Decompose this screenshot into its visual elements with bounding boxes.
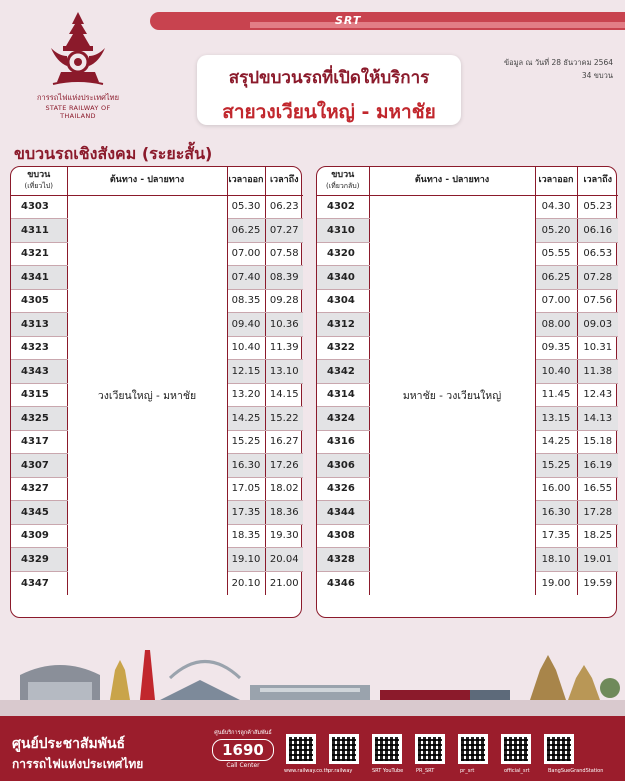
arrive-time: 21.00 <box>269 577 299 589</box>
page-title: สรุปขบวนรถที่เปิดให้บริการ <box>228 68 430 88</box>
call-center-number: 1690 <box>212 739 274 761</box>
arrive-time: 18.25 <box>577 524 618 548</box>
header-arrive: เวลาถึง <box>265 167 303 195</box>
route-cell: วงเวียนใหญ่ - มหาชัย <box>67 195 227 595</box>
arrive-time: 09.03 <box>577 313 618 337</box>
train-number: 4314 <box>317 383 369 407</box>
train-number: 4346 <box>317 571 369 595</box>
arrive-time: 11.39 <box>265 336 303 360</box>
train-number: 4304 <box>317 289 369 313</box>
arrive-time: 15.18 <box>577 430 618 454</box>
train-number: 4347 <box>11 571 67 595</box>
social-link[interactable]: PR_SRT <box>416 768 435 774</box>
train-number: 4341 <box>11 266 67 290</box>
footer <box>0 716 625 781</box>
org-name-th: การรถไฟแห่งประเทศไทย <box>36 93 120 102</box>
train-number: 4316 <box>317 430 369 454</box>
depart-time: 18.35 <box>227 524 265 548</box>
depart-time: 09.40 <box>227 313 265 337</box>
arrive-time: 14.13 <box>577 407 618 431</box>
social-link[interactable]: pr_srt <box>460 768 475 774</box>
arrive-time: 06.23 <box>265 195 303 219</box>
title-box <box>197 55 461 125</box>
arrive-time: 16.27 <box>265 430 303 454</box>
train-number: 4343 <box>11 360 67 384</box>
train-number: 4305 <box>11 289 67 313</box>
train-number: 4320 <box>317 242 369 266</box>
header-route: ต้นทาง - ปลายทาง <box>67 167 227 195</box>
train-number: 4308 <box>317 524 369 548</box>
train-number: 4307 <box>11 454 67 478</box>
pr-center-title: ศูนย์ประชาสัมพันธ์ <box>12 736 126 752</box>
depart-time: 17.05 <box>227 477 265 501</box>
arrive-time: 07.58 <box>265 242 303 266</box>
train-number: 4326 <box>317 477 369 501</box>
social-link[interactable]: official_srt <box>504 768 530 774</box>
outbound-rows <box>11 195 303 595</box>
arrive-time: 19.01 <box>577 548 618 572</box>
train-number: 4313 <box>11 313 67 337</box>
train-number: 4323 <box>11 336 67 360</box>
depart-time: 08.35 <box>227 289 265 313</box>
depart-time: 14.25 <box>227 407 265 431</box>
depart-time: 13.15 <box>535 407 577 431</box>
depart-time: 16.30 <box>227 454 265 478</box>
depart-time: 07.00 <box>227 242 265 266</box>
arrive-time: 07.27 <box>265 219 303 243</box>
train-number: 4324 <box>317 407 369 431</box>
train-number: 4328 <box>317 548 369 572</box>
inbound-rows <box>317 195 618 595</box>
qr-code-icon[interactable] <box>329 734 359 764</box>
srt-logo <box>30 10 126 120</box>
train-number: 4303 <box>11 195 67 219</box>
train-number: 4315 <box>11 383 67 407</box>
header-depart: เวลาออก <box>535 167 577 195</box>
train-number: 4321 <box>11 242 67 266</box>
header-route: ต้นทาง - ปลายทาง <box>369 167 535 195</box>
table-row <box>317 195 618 219</box>
depart-time: 07.40 <box>227 266 265 290</box>
depart-time: 19.00 <box>535 571 577 595</box>
outbound-panel <box>10 166 302 618</box>
train-number: 4345 <box>11 501 67 525</box>
depart-time: 18.10 <box>535 548 577 572</box>
depart-time: 06.25 <box>227 219 265 243</box>
depart-time: 15.25 <box>227 430 265 454</box>
arrive-time: 07.28 <box>577 266 618 290</box>
arrive-time: 05.23 <box>577 195 618 219</box>
call-center-caption: Call Center <box>226 762 260 769</box>
depart-time: 13.20 <box>227 383 265 407</box>
route-cell: มหาชัย - วงเวียนใหญ่ <box>369 195 535 595</box>
top-stripe-accent <box>250 22 625 28</box>
depart-time: 08.00 <box>535 313 577 337</box>
arrive-time: 12.43 <box>577 383 618 407</box>
arrive-time: 16.19 <box>577 454 618 478</box>
train-number: 4344 <box>317 501 369 525</box>
depart-time: 10.40 <box>535 360 577 384</box>
depart-time: 15.25 <box>535 454 577 478</box>
train-number: 4322 <box>317 336 369 360</box>
train-number: 4340 <box>317 266 369 290</box>
train-number: 4311 <box>11 219 67 243</box>
train-count: 34 ขบวน <box>581 71 613 80</box>
pr-center-org: การรถไฟแห่งประเทศไทย <box>12 757 144 771</box>
depart-time: 19.10 <box>227 548 265 572</box>
depart-time: 04.30 <box>535 195 577 219</box>
qr-code-icon[interactable] <box>372 734 402 764</box>
depart-time: 10.40 <box>227 336 265 360</box>
qr-code-icon[interactable] <box>501 734 531 764</box>
depart-time: 17.35 <box>227 501 265 525</box>
depart-time: 05.30 <box>227 195 265 219</box>
arrive-time: 15.22 <box>265 407 303 431</box>
train-number: 4327 <box>11 477 67 501</box>
arrive-time: 16.55 <box>577 477 618 501</box>
depart-time: 09.35 <box>535 336 577 360</box>
train-number: 4310 <box>317 219 369 243</box>
data-date: ข้อมูล ณ วันที่ 28 ธันวาคม 2564 <box>503 58 613 67</box>
arrive-time: 18.36 <box>265 501 303 525</box>
arrive-time: 10.36 <box>265 313 303 337</box>
qr-code-icon[interactable] <box>286 734 316 764</box>
outbound-table <box>11 167 303 595</box>
depart-time: 05.55 <box>535 242 577 266</box>
data-info <box>504 56 613 82</box>
header-depart: เวลาออก <box>227 167 265 195</box>
srt-tag: SRT <box>335 14 362 27</box>
depart-time: 05.20 <box>535 219 577 243</box>
depart-time: 06.25 <box>535 266 577 290</box>
arrive-time: 17.26 <box>265 454 303 478</box>
header-train: ขบวน (เที่ยวกลับ) <box>317 167 369 195</box>
header-arrive: เวลาถึง <box>577 167 618 195</box>
depart-time: 14.25 <box>535 430 577 454</box>
qr-code-icon[interactable] <box>415 734 445 764</box>
arrive-time: 13.10 <box>265 360 303 384</box>
arrive-time: 06.16 <box>577 219 618 243</box>
train-number: 4309 <box>11 524 67 548</box>
depart-time: 07.00 <box>535 289 577 313</box>
arrive-time: 14.15 <box>265 383 303 407</box>
train-number: 4317 <box>11 430 67 454</box>
skyline-illustration <box>0 630 625 720</box>
arrive-time: 19.30 <box>265 524 303 548</box>
train-number: 4306 <box>317 454 369 478</box>
route-title: สายวงเวียนใหญ่ - มหาชัย <box>222 101 436 123</box>
arrive-time: 10.31 <box>577 336 618 360</box>
inbound-panel <box>316 166 617 618</box>
train-number: 4342 <box>317 360 369 384</box>
org-name-en: STATE RAILWAY OF THAILAND <box>45 104 111 120</box>
table-row <box>11 195 303 219</box>
train-number: 4302 <box>317 195 369 219</box>
arrive-time: 11.38 <box>577 360 618 384</box>
depart-time: 20.10 <box>227 571 265 595</box>
social-link[interactable]: pr.railway <box>328 768 353 774</box>
arrive-time: 17.28 <box>577 501 618 525</box>
social-link[interactable]: www.railway.co.th <box>284 768 329 774</box>
arrive-time: 09.28 <box>265 289 303 313</box>
depart-time: 17.35 <box>535 524 577 548</box>
qr-codes <box>286 734 574 764</box>
arrive-time: 08.39 <box>265 266 303 290</box>
arrive-time: 18.02 <box>265 477 303 501</box>
section-title: ขบวนรถเชิงสังคม (ระยะสั้น) <box>14 144 213 163</box>
qr-code-icon[interactable] <box>458 734 488 764</box>
depart-time: 16.30 <box>535 501 577 525</box>
srt-emblem-icon <box>43 10 113 90</box>
social-link[interactable]: SRT YouTube <box>372 768 404 774</box>
train-number: 4329 <box>11 548 67 572</box>
header-train: ขบวน (เที่ยวไป) <box>11 167 67 195</box>
depart-time: 11.45 <box>535 383 577 407</box>
arrive-time: 19.59 <box>583 577 613 589</box>
arrive-time: 07.56 <box>577 289 618 313</box>
call-center-label: ศูนย์บริการลูกค้าสัมพันธ์ <box>214 730 272 736</box>
depart-time: 12.15 <box>227 360 265 384</box>
inbound-table <box>317 167 618 595</box>
qr-code-icon[interactable] <box>544 734 574 764</box>
social-links <box>284 768 604 774</box>
arrive-time: 06.53 <box>577 242 618 266</box>
depart-time: 16.00 <box>535 477 577 501</box>
train-number: 4312 <box>317 313 369 337</box>
train-number: 4325 <box>11 407 67 431</box>
social-link[interactable]: BangSueGrandStation <box>548 768 604 774</box>
arrive-time: 20.04 <box>265 548 303 572</box>
call-center[interactable] <box>212 729 274 769</box>
